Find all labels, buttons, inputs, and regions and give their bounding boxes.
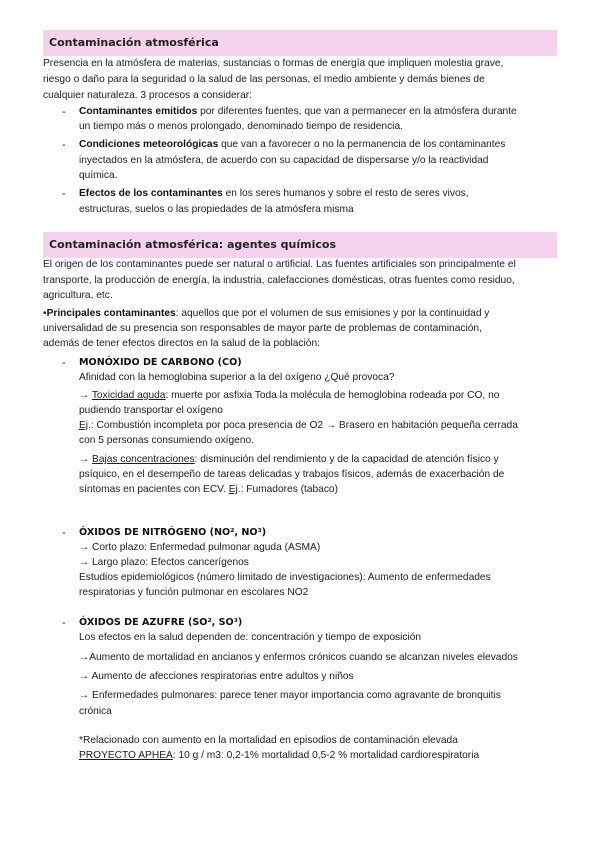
intro2-line-2: transporte, la producción de energía, la industria, calefacciones domésticas, otras fuentes como residuo, <box>43 275 515 286</box>
nox-line-4: respiratorias y función pulmonar en escolares NO2 <box>79 587 309 598</box>
principal-line-1 <box>43 306 489 322</box>
co-low-line-3 <box>79 482 338 498</box>
intro2-line-1: El origen de los contaminantes puede ser natural o artificial. Las fuentes artificiales son principalmente el <box>43 259 516 270</box>
low-conc-text-3: síntomas en pacientes con ECV. <box>79 484 229 495</box>
sox-title: ÓXIDOS DE AZUFRE (SO², SO³) <box>79 617 243 628</box>
sox-note: *Relacionado con aumento en la mortalidad en episodios de contaminación elevada <box>79 735 458 746</box>
nox-line-3: Estudios epidemiológicos (número limitado de investigaciones): Aumento de enfermedades <box>79 572 491 583</box>
section-1-title: Contaminación atmosférica <box>49 36 219 49</box>
bullet-marker: - <box>62 139 66 151</box>
aphea-line <box>79 748 479 764</box>
bullet-marker: - <box>62 106 66 118</box>
bullet-bold: Efectos de los contaminantes <box>79 188 223 199</box>
aphea-text: : 10 g / m3: 0,2-1% mortalidad 0,5-2 % mortalidad cardiorespiratoria <box>172 750 480 761</box>
sox-line-5: crónica <box>79 706 112 717</box>
bullet-text-cont: estructuras, suelos o las propiedades de la atmósfera misma <box>79 204 354 215</box>
bullet-text: que van a favorecer o no la permanencia de los contaminantes <box>218 139 506 150</box>
sox-line-1: Los efectos en la salud dependen de: concentración y tiempo de exposición <box>79 632 422 643</box>
list-item <box>79 137 505 153</box>
sox-line-3: → Aumento de afecciones respiratorias entre adultos y niños <box>79 671 354 682</box>
low-conc-label: Bajas concentraciones <box>92 454 195 465</box>
co-toxicity-line <box>79 388 499 404</box>
arrow-icon: → <box>79 390 92 401</box>
principal-line-2: universalidad de su presencia son responsables de mayor parte de problemas de contaminación, <box>43 323 482 334</box>
principal-text: : aquellos que por el volumen de sus emisiones y por la continuidad y <box>175 308 490 319</box>
toxicity-text: : muerte por asfixia Toda la molécula de hemoglobina rodeada por CO, no <box>165 390 500 401</box>
toxicity-label: Toxicidad aguda <box>91 390 166 401</box>
co-low-line-2: psíquico, en el desempeño de tareas delicadas y trabajos físicos, además de exacerbación de <box>79 469 505 480</box>
co-title: MONÓXIDO DE CARBONO (CO) <box>79 357 242 368</box>
co-example-line <box>79 418 518 434</box>
arrow-icon: → <box>79 454 93 465</box>
sox-line-4: → Enfermedades pulmonares: parece tener mayor importancia como agravante de bronquitis <box>79 690 501 701</box>
co-low-line <box>79 452 499 468</box>
intro-line-1: Presencia en la atmósfera de materias, sustancias o formas de energía que impliquen molestia grave, <box>43 58 504 69</box>
co-example-line-2: con 5 personas consumiendo oxígeno. <box>79 435 255 446</box>
section-1-header <box>43 30 557 56</box>
co-marker: - <box>62 357 66 369</box>
principal-line-3: además de tener efectos directos en la salud de la población: <box>43 338 320 349</box>
bullet-text-cont: inyectados en la atmósfera, de acuerdo con su capacidad de dispersarse y/o la reactividad <box>79 155 489 166</box>
principal-marker: • <box>43 308 47 319</box>
bullet-text-cont: un tiempo más o menos prolongado, denominado tiempo de residencia. <box>79 121 403 132</box>
section-2-header <box>43 232 557 258</box>
bullet-text-cont: química. <box>79 170 118 181</box>
bullet-bold: Contaminantes emitidos <box>79 106 198 117</box>
bullet-text: en los seres humanos y sobre el resto de seres vivos, <box>222 188 469 199</box>
example-label: Ej <box>228 484 238 495</box>
bullet-text: por diferentes fuentes, que van a permanecer en la atmósfera durante <box>197 106 517 117</box>
co-toxicity-line-2: pudiendo transportar el oxígeno <box>79 405 223 416</box>
aphea-label: PROYECTO APHEA <box>79 750 173 761</box>
low-conc-text: : disminución del rendimiento y de la capacidad de atención físico y <box>194 454 499 465</box>
nox-line-1: → Corto plazo: Enfermedad pulmonar aguda (ASMA) <box>79 542 321 553</box>
co-line-1: Afinidad con la hemoglobina superior a la del oxígeno ¿Qué provoca? <box>79 372 395 383</box>
list-item <box>79 186 469 202</box>
example-label: Ej <box>79 420 89 431</box>
bullet-bold: Condiciones meteorológicas <box>79 139 219 150</box>
section-2-title: Contaminación atmosférica: agentes químicos <box>49 238 337 251</box>
sox-marker: - <box>62 617 66 629</box>
nox-title: ÓXIDOS DE NITRÓGENO (NO², NO³) <box>79 527 267 538</box>
list-item <box>79 104 517 120</box>
sox-line-2: →Aumento de mortalidad en ancianos y enfermos crónicos cuando se alcanzan niveles elevados <box>79 652 518 663</box>
nox-line-2: → Largo plazo: Efectos cancerígenos <box>79 557 249 568</box>
example-text: .: Combustión incompleta por poca presencia de O2 → Brasero en habitación pequeña cerrada <box>88 420 518 431</box>
low-conc-text-4: .: Fumadores (tabaco) <box>237 484 338 495</box>
principal-bold: Principales contaminantes <box>46 308 176 319</box>
intro2-line-3: agricultura, etc. <box>43 290 113 301</box>
nox-marker: - <box>62 527 66 539</box>
intro-line-3: cualquier naturaleza. 3 procesos a considerar: <box>43 90 252 101</box>
bullet-marker: - <box>62 188 66 200</box>
intro-line-2: riesgo o daño para la seguridad o la salud de las personas, el medio ambiente y demás bienes de <box>43 74 485 85</box>
